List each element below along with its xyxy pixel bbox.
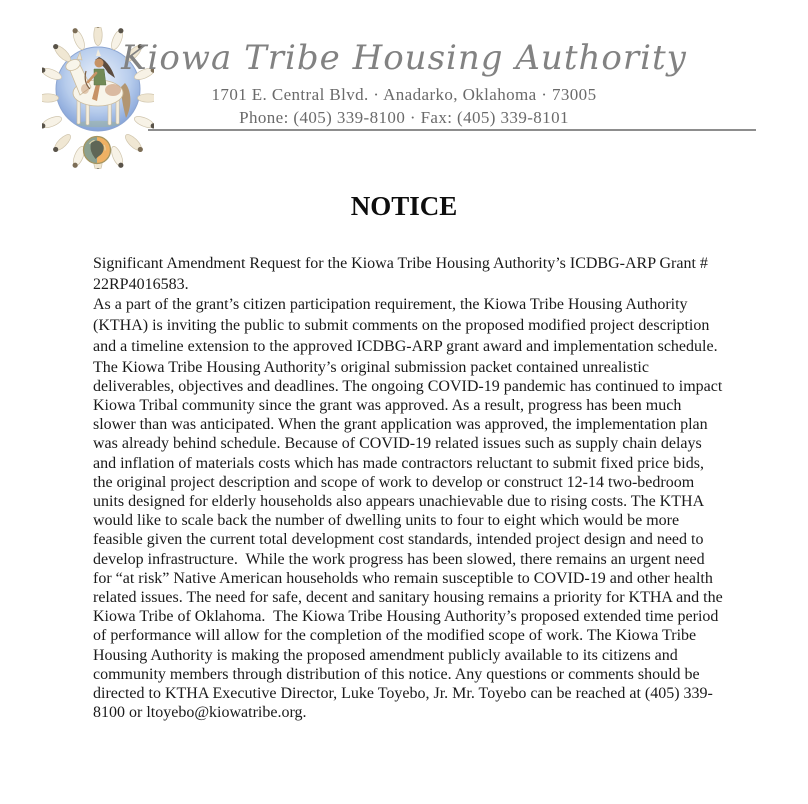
org-phone-fax: Phone: (405) 339-8100 · Fax: (405) 339-8101 [239, 108, 569, 127]
org-name: Kiowa Tribe Housing Authority [121, 38, 687, 78]
letterhead [0, 36, 808, 128]
notice-paragraph-details: The Kiowa Tribe Housing Authority’s original submission packet contained unrealistic deliverables, objectives and deadlines. The ongoing COVID-19 pandemic has continued to impact Kiowa Tribal community since the grant was approved. As a result, progress has been much slower than was anticipated. When the grant application was approved, the implementation plan was already behind schedule. Because of COVID-19 related issues such as supply chain delays and inflation of materials costs which has made contractors reluctant to submit fixed price bids, the original project description and scope of work to develop or construct 12-14 two-bedroom units designed for elderly households also appears unachievable due to rising costs. The KTHA would like to scale back the number of dwelling units to four to eight which would be more feasible given the current total development cost standards, intended project design and need to develop infrastructure. While the work progress has been slowed, there remains an urgent need for “at risk” Native American households who remain susceptible to COVID-19 and other health related issues. The need for safe, decent and sanitary housing remains a priority for KTHA and the Kiowa Tribe of Oklahoma. The Kiowa Tribe Housing Authority’s proposed extended time period of performance will allow for the completion of the modified scope of work. The Kiowa Tribe Housing Authority is making the proposed amendment publicly available to its citizens and community members through distribution of this notice. Any questions or comments should be directed to KTHA Executive Director, Luke Toyebo, Jr. Mr. Toyebo can be reached at (405) 339-8100 or ltoyebo@kiowatribe.org. [93, 358, 727, 722]
notice-title: NOTICE [350, 191, 458, 221]
org-address: 1701 E. Central Blvd. · Anadarko, Oklahoma · 73005 [211, 85, 597, 104]
notice-paragraph-invitation: As a part of the grant’s citizen participation requirement, the Kiowa Tribe Housing Authority (KTHA) is inviting the public to submit comments on the proposed modified project description and a timeline extension to the approved ICDBG-ARP grant award and implementation schedule. [93, 296, 718, 355]
buffalo-medallion-icon [84, 137, 111, 164]
notice-body [93, 254, 725, 722]
letterhead-divider [148, 129, 756, 131]
notice-paragraph-subject: Significant Amendment Request for the Kiowa Tribe Housing Authority’s ICDBG-ARP Grant # 22RP4016583. [93, 255, 712, 293]
